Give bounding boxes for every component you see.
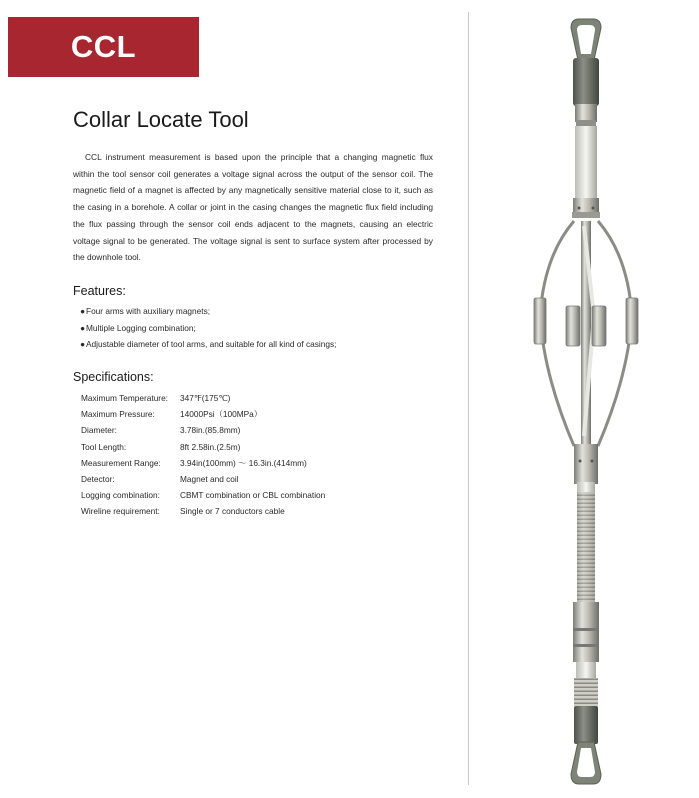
banner-label: CCL — [70, 29, 137, 64]
spec-row — [81, 422, 325, 438]
feature-item — [80, 336, 336, 353]
features-heading: Features: — [73, 284, 126, 298]
feature-text: Four arms with auxiliary magnets; — [86, 306, 211, 316]
spec-row — [81, 455, 325, 471]
spec-row — [81, 487, 325, 503]
sensor-housing — [575, 126, 597, 200]
spec-value: Magnet and coil — [180, 474, 239, 485]
specifications-table — [81, 390, 325, 520]
spec-row — [81, 439, 325, 455]
collar-locator-tool-image — [526, 16, 646, 788]
page-title: Collar Locate Tool — [73, 107, 249, 132]
spec-label: Measurement Range: — [81, 457, 161, 468]
magnet-pad — [566, 306, 580, 346]
bullet-icon: ● — [80, 306, 86, 316]
magnet-pad — [534, 298, 546, 344]
spec-value: 3.94in(100mm) ～ 16.3in.(414mm) — [180, 457, 307, 468]
feature-item — [80, 320, 336, 337]
intro-paragraph: CCL instrument measurement is based upon the principle that a changing magnetic flux within the tool sensor coil generates a voltage signal across the output of the sensor coil. The magnetic field of a magnet is affected by any magnetically sensitive material close to it, such as the casing in a borehole. A collar or joint in the casing changes the magnetic flux field including the flux passing through the sensor coil ends adjacent to the magnets, causing an electric voltage signal to be generated. The voltage signal is sent to surface system after processed by the downhole tool. — [73, 152, 433, 263]
spec-value: Single or 7 conductors cable — [180, 506, 285, 517]
spec-label: Tool Length: — [81, 441, 127, 452]
bottom-lifting-bail — [571, 742, 601, 784]
spec-label: Logging combination: — [81, 490, 160, 501]
ccl-banner — [8, 17, 199, 77]
spec-label: Diameter: — [81, 425, 117, 436]
feature-text: Adjustable diameter of tool arms, and suitable for all kind of casings; — [86, 339, 337, 349]
bullet-icon: ● — [80, 322, 86, 333]
feature-text: Multiple Logging combination; — [86, 322, 196, 333]
magnet-pad — [626, 298, 638, 344]
feature-item — [80, 303, 336, 320]
spec-value: 8ft 2.58in.(2.5m) — [180, 441, 241, 452]
spec-label: Maximum Pressure: — [81, 409, 155, 420]
column-divider — [468, 12, 469, 785]
spec-row — [81, 390, 325, 406]
magnet-pad — [592, 306, 606, 346]
top-lifting-bail — [571, 19, 601, 60]
specifications-heading: Specifications: — [73, 370, 154, 384]
bullet-icon: ● — [80, 339, 86, 349]
spec-value: 14000Psi（100MPa） — [180, 409, 263, 420]
spec-label: Wireline requirement: — [81, 506, 160, 517]
spec-label: Maximum Temperature: — [81, 393, 168, 404]
spec-row — [81, 503, 325, 519]
spec-row — [81, 406, 325, 422]
bottom-housing — [574, 706, 598, 744]
features-list — [80, 303, 336, 353]
spec-value: CBMT combination or CBL combination — [180, 490, 326, 501]
spec-value: 3.78in.(85.8mm) — [180, 425, 241, 436]
spec-value: 347℉(175℃) — [180, 393, 231, 404]
top-housing — [573, 58, 599, 106]
spec-label: Detector: — [81, 474, 115, 485]
spec-row — [81, 471, 325, 487]
